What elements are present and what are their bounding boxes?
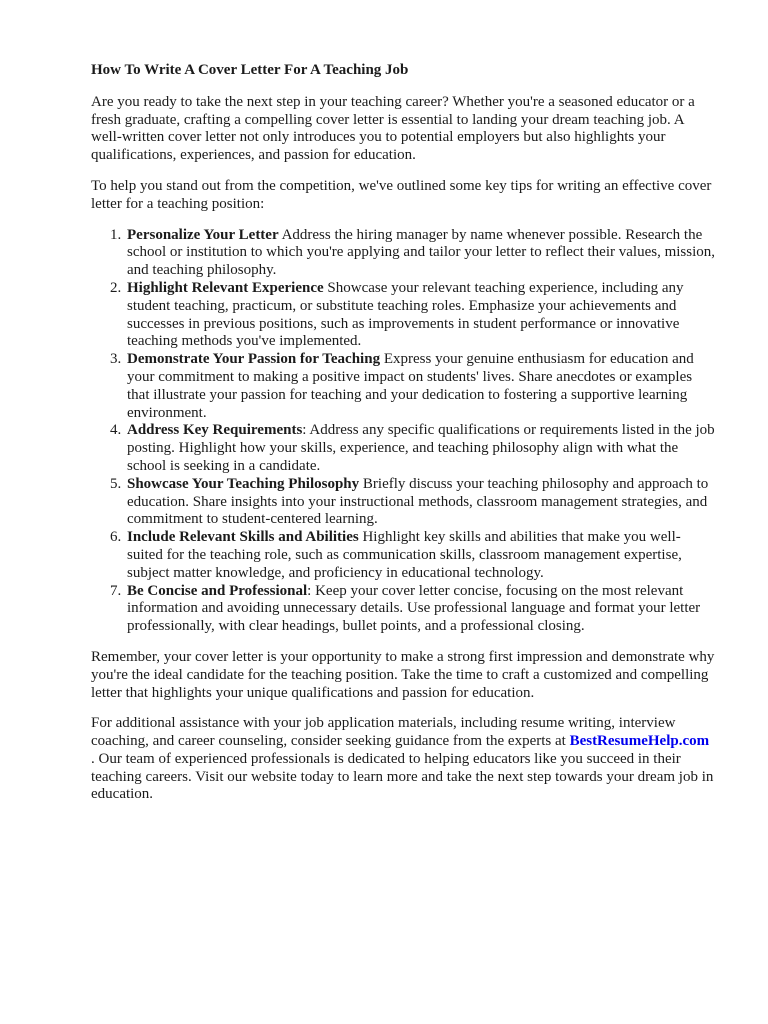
tip-body: Highlight key skills and abilities that make you well-suited for the teaching role, such as communication skills, classroom management expertise, subject matter knowledge, and proficiency in educational technology. xyxy=(127,529,682,581)
tip-body: Express your genuine enthusiasm for education and your commitment to making a positive impact on students' lives. Share anecdotes or examples that illustrate your passion for teaching and your dedication to fostering a supportive learning environment. xyxy=(127,351,694,421)
tip-body: Address the hiring manager by name whenever possible. Research the school or institution to which you're applying and tailor your letter to reflect their values, mission, and teaching philosophy. xyxy=(127,226,715,279)
intro-paragraph-2: To help you stand out from the competition, we've outlined some key tips for writing an effective cover letter for a teaching position: xyxy=(91,177,712,212)
tip-title: Address Key Requirements xyxy=(127,422,303,439)
tip-text xyxy=(127,422,716,475)
tip-text xyxy=(127,280,716,351)
tip-body: Keep your cover letter concise, focusing on the most relevant information and avoiding unnecessary details. Use professional language and format your letter professionally, with clear headings, bullet points, and a professional closing. xyxy=(127,582,701,635)
tip-text xyxy=(127,583,716,636)
tip-text xyxy=(127,351,716,422)
tip-title: Be Concise and Professional xyxy=(127,582,308,599)
tip-text xyxy=(127,227,716,280)
tip-item-2 xyxy=(91,280,716,351)
tip-body: Address any specific qualifications or requirements listed in the job posting. Highlight how your skills, experience, and teaching philosophy align with what the school is seeking in a candidate. xyxy=(127,422,715,474)
tip-item-6 xyxy=(91,529,716,582)
tip-item-3 xyxy=(91,351,716,422)
tip-item-7 xyxy=(91,583,716,636)
tips-list xyxy=(91,227,716,636)
intro-paragraph-1: Are you ready to take the next step in your teaching career? Whether you're a seasoned educator or a fresh graduate, crafting a compelling cover letter is essential to landing your dream teaching job. A well-written cover letter not only introduces you to potential employers but also highlights your qualifications, experiences, and passion for education. xyxy=(91,93,695,164)
document-title: How To Write A Cover Letter For A Teaching Job xyxy=(91,62,409,78)
tip-title: Demonstrate Your Passion for Teaching xyxy=(127,351,381,368)
tip-number: 4. xyxy=(110,422,122,439)
tip-number: 1. xyxy=(110,226,122,243)
tip-number: 6. xyxy=(110,529,122,546)
tip-number: 3. xyxy=(110,351,122,368)
tip-separator: : xyxy=(307,582,316,599)
closing-paragraph: Remember, your cover letter is your opportunity to make a strong first impression and demonstrate why you're the ideal candidate for the teaching position. Take the time to craft a customized and compelling letter that highlights your unique qualifications and passion for education. xyxy=(91,648,715,701)
tip-text xyxy=(127,529,716,582)
footer-text-post: . Our team of experienced professionals is dedicated to helping educators like you succeed in their teaching careers. Visit our website today to learn more and take the next step towards your dream job in education. xyxy=(91,750,714,803)
tip-item-1 xyxy=(91,227,716,280)
tip-text xyxy=(127,476,716,529)
bestresumehelp-link[interactable]: BestResumeHelp.com xyxy=(569,733,710,750)
tip-title: Include Relevant Skills and Abilities xyxy=(127,529,359,546)
tip-title: Showcase Your Teaching Philosophy xyxy=(127,475,360,492)
tip-title: Personalize Your Letter xyxy=(127,226,279,243)
footer-paragraph xyxy=(91,715,716,804)
tip-separator: : xyxy=(302,422,310,439)
tip-body: Briefly discuss your teaching philosophy and approach to education. Share insights into your instructional methods, classroom management strategies, and commitment to student-centered learning. xyxy=(127,475,709,528)
tip-item-4 xyxy=(91,422,716,475)
tip-number: 5. xyxy=(110,475,122,492)
footer-text-pre: For additional assistance with your job application materials, including resume writing, interview coaching, and career counseling, consider seeking guidance from the experts at xyxy=(91,715,676,750)
tip-number: 2. xyxy=(110,279,122,296)
tip-number: 7. xyxy=(110,582,122,599)
tip-item-5 xyxy=(91,476,716,529)
tip-body: Showcase your relevant teaching experience, including any student teaching, practicum, or substitute teaching roles. Emphasize your achievements and successes in previous positions, such as improvements in student performance or innovative teaching methods you've implemented. xyxy=(127,279,684,350)
tip-title: Highlight Relevant Experience xyxy=(127,279,324,296)
